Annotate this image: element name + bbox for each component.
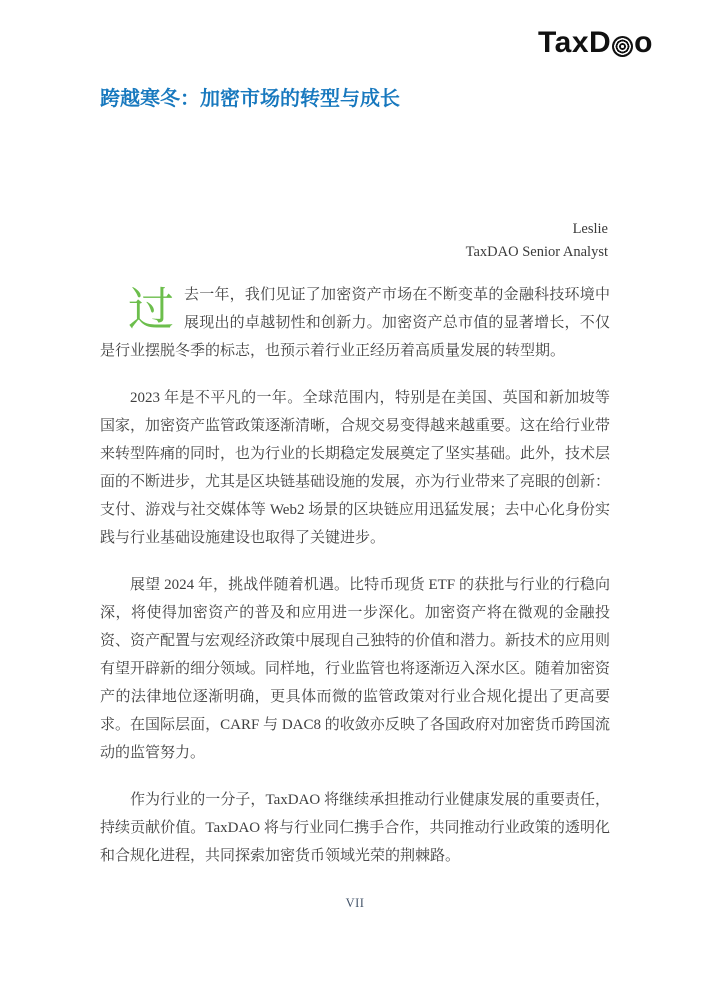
- paragraph-1: [100, 281, 610, 365]
- paragraph-2: 2023 年是不平凡的一年。全球范围内，特别是在美国、英国和新加坡等国家，加密资产监管政策逐渐清晰，合规交易变得越来越重要。这在给行业带来转型阵痛的同时，也为行业的长期稳定发展奠定了坚实基础。此外，技术层面的不断进步，尤其是区块链基础设施的发展，亦为行业带来了亮眼的创新：支付、游戏与社交媒体等 Web2 场景的区块链应用迅猛发展；去中心化身份实践与行业基础设施建设也取得了关键进步。: [100, 390, 611, 546]
- paragraph-4: 作为行业的一分子，TaxDAO 将继续承担推动行业健康发展的重要责任，持续贡献价值。TaxDAO 将与行业同仁携手合作，共同推动行业政策的透明化和合规化进程，共同探索加密货币领域光荣的荆棘路。: [100, 792, 610, 864]
- body-text: [100, 281, 610, 889]
- logo-text-after: o: [634, 26, 653, 59]
- paragraph-1-text: 去一年，我们见证了加密资产市场在不断变革的金融科技环境中展现出的卓越韧性和创新力。加密资产总市值的显著增长，不仅是行业摆脱冬季的标志，也预示着行业正经历着高质量发展的转型期。: [100, 287, 610, 359]
- page-number: VII: [345, 896, 365, 910]
- byline: [466, 218, 608, 264]
- drop-cap: 过: [128, 283, 174, 335]
- paragraph-3: 展望 2024 年，挑战伴随着机遇。比特币现货 ETF 的获批与行业的行稳向深，将使得加密资产的普及和应用进一步深化。加密资产将在微观的金融投资、资产配置与宏观经济政策中展现自己独特的价值和潜力。新技术的应用则有望开辟新的细分领域。同样地，行业监管也将逐渐迈入深水区。随着加密资产的法律地位逐渐明确，更具体而微的监管政策对行业合规化提出了更高要求。在国际层面，CARF 与 DAC8 的收敛亦反映了各国政府对加密货币跨国流动的监管努力。: [100, 577, 611, 761]
- author-role: TaxDAO Senior Analyst: [465, 244, 608, 260]
- concentric-rings-icon: [612, 36, 633, 57]
- taxdao-logo: [538, 28, 653, 58]
- logo-text-before: TaxD: [538, 26, 612, 59]
- author-name: Leslie: [572, 221, 608, 237]
- page-title: 跨越寒冬：加密市场的转型与成长: [100, 88, 400, 110]
